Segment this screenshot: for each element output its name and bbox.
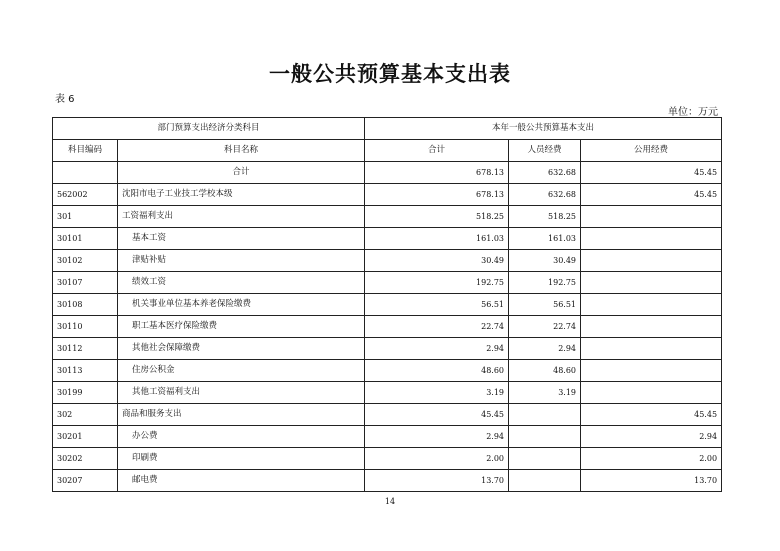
row-public [581,382,722,404]
table-row [53,272,722,294]
row-public [581,316,722,338]
row-personnel: 3.19 [509,382,581,404]
row-name: 住房公积金 [118,360,365,382]
row-public [581,360,722,382]
row-public [581,250,722,272]
row-code: 562002 [53,184,118,206]
row-total: 2.94 [365,426,509,448]
page-number: 14 [384,497,396,506]
row-code: 30101 [53,228,118,250]
row-personnel: 632.68 [509,184,581,206]
row-personnel: 518.25 [509,206,581,228]
table-row [53,382,722,404]
table-row [53,316,722,338]
row-personnel: 30.49 [509,250,581,272]
row-public: 2.94 [581,426,722,448]
header-group-row [53,118,722,140]
row-total: 56.51 [365,294,509,316]
header-name: 科目名称 [118,140,365,162]
total-public: 45.45 [581,162,722,184]
row-total: 192.75 [365,272,509,294]
header-total: 合计 [365,140,509,162]
header-group-right: 本年一般公共预算基本支出 [365,118,722,140]
row-total: 13.70 [365,470,509,492]
total-row [53,162,722,184]
row-public [581,206,722,228]
row-personnel: 192.75 [509,272,581,294]
total-code-cell [53,162,118,184]
table-row [53,426,722,448]
row-code: 302 [53,404,118,426]
row-name: 津贴补贴 [118,250,365,272]
row-name: 机关事业单位基本养老保险缴费 [118,294,365,316]
row-code: 30207 [53,470,118,492]
row-name: 办公费 [118,426,365,448]
row-total: 3.19 [365,382,509,404]
header-group-left: 部门预算支出经济分类科目 [53,118,365,140]
row-personnel: 22.74 [509,316,581,338]
header-code: 科目编码 [53,140,118,162]
row-personnel [509,448,581,470]
row-total: 48.60 [365,360,509,382]
row-total: 30.49 [365,250,509,272]
table-row [53,228,722,250]
row-name: 印刷费 [118,448,365,470]
table-row [53,206,722,228]
total-total: 678.13 [365,162,509,184]
row-code: 30202 [53,448,118,470]
row-code: 30113 [53,360,118,382]
row-total: 2.00 [365,448,509,470]
row-personnel: 48.60 [509,360,581,382]
row-public: 45.45 [581,404,722,426]
row-code: 30107 [53,272,118,294]
table-row [53,250,722,272]
table-label: 表 6 [55,94,75,105]
table-row [53,448,722,470]
row-public [581,272,722,294]
header-public: 公用经费 [581,140,722,162]
row-personnel: 56.51 [509,294,581,316]
row-total: 2.94 [365,338,509,360]
row-public: 45.45 [581,184,722,206]
table-row [53,338,722,360]
row-personnel: 161.03 [509,228,581,250]
row-public: 13.70 [581,470,722,492]
row-public: 2.00 [581,448,722,470]
row-total: 161.03 [365,228,509,250]
row-name: 其他工资福利支出 [118,382,365,404]
row-code: 301 [53,206,118,228]
table-row [53,470,722,492]
row-name: 其他社会保障缴费 [118,338,365,360]
row-total: 22.74 [365,316,509,338]
table-row [53,184,722,206]
row-code: 30110 [53,316,118,338]
row-code: 30199 [53,382,118,404]
row-public [581,338,722,360]
row-name: 商品和服务支出 [118,404,365,426]
row-personnel: 2.94 [509,338,581,360]
row-total: 678.13 [365,184,509,206]
row-total: 518.25 [365,206,509,228]
row-personnel [509,404,581,426]
row-personnel [509,426,581,448]
page-title: 一般公共预算基本支出表 [269,62,511,86]
table-row [53,404,722,426]
row-total: 45.45 [365,404,509,426]
row-public [581,294,722,316]
header-personnel: 人员经费 [509,140,581,162]
budget-table [52,117,722,492]
row-name: 绩效工资 [118,272,365,294]
total-label: 合计 [118,162,365,184]
row-code: 30102 [53,250,118,272]
row-name: 职工基本医疗保险缴费 [118,316,365,338]
table-row [53,294,722,316]
row-code: 30112 [53,338,118,360]
row-name: 沈阳市电子工业技工学校本级 [118,184,365,206]
header-column-row [53,140,722,162]
row-personnel [509,470,581,492]
row-public [581,228,722,250]
row-code: 30201 [53,426,118,448]
total-personnel: 632.68 [509,162,581,184]
row-name: 基本工资 [118,228,365,250]
row-name: 邮电费 [118,470,365,492]
unit-label: 单位：万元 [668,107,718,118]
row-name: 工资福利支出 [118,206,365,228]
row-code: 30108 [53,294,118,316]
table-row [53,360,722,382]
